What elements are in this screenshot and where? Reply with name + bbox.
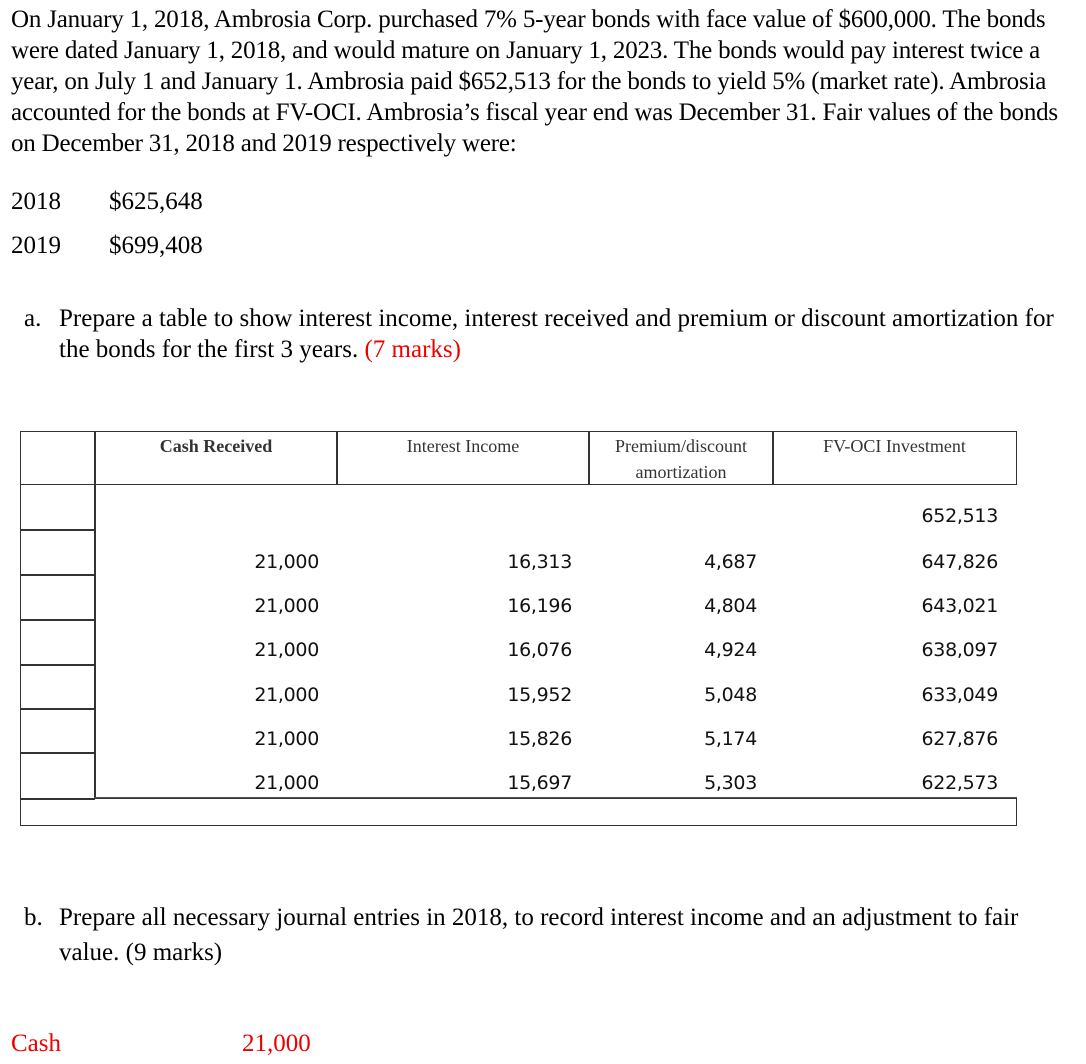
question-a-label: a.	[24, 305, 42, 332]
cell-investment: 627,876	[921, 728, 998, 750]
table-total-row	[20, 798, 1017, 826]
cell-cash: 21,000	[254, 551, 319, 573]
period-cell	[20, 529, 95, 576]
problem-statement: On January 1, 2018, Ambrosia Corp. purchased 7% 5-year bonds with face value of $600,000. The bonds were dated January 1, 2018, and would mature on January 1, 2023. The bonds would pay interest twice a year, on July 1 and January 1. Ambrosia paid $652,513 for the bonds to yield 5% (market rate). Ambrosia accounted for the bonds at FV-OCI. Ambrosia’s fiscal year end was December 31. Fair values of the bonds on December 31, 2018 and 2019 respectively were:	[11, 6, 1058, 157]
question-a-body: Prepare a table to show interest income, interest received and premium or discount amortization for the bonds for the first 3 years.	[59, 305, 1054, 363]
cell-income: 15,697	[507, 772, 572, 794]
period-cell	[20, 664, 95, 710]
question-a-marks: (7 marks)	[364, 336, 461, 363]
cell-amortization: 4,687	[704, 551, 757, 573]
cell-amortization: 4,924	[704, 639, 757, 661]
cell-income: 16,196	[507, 595, 572, 617]
header-blank-cell	[20, 431, 96, 485]
cell-income: 16,313	[507, 551, 572, 573]
cell-cash: 21,000	[254, 639, 319, 661]
period-cell	[20, 484, 95, 531]
opening-balance: 652,513	[921, 505, 998, 527]
cell-investment: 647,826	[921, 551, 998, 573]
cell-cash: 21,000	[254, 684, 319, 706]
cell-income: 15,952	[507, 684, 572, 706]
cell-investment: 633,049	[921, 684, 998, 706]
cell-investment: 622,573	[921, 772, 998, 794]
question-b-label: b.	[24, 904, 43, 931]
cell-income: 16,076	[507, 639, 572, 661]
fair-value-amount: $625,648	[109, 188, 203, 215]
cell-investment: 643,021	[921, 595, 998, 617]
cell-amortization: 5,048	[704, 684, 757, 706]
period-cell	[20, 574, 95, 621]
fair-value-year: 2019	[11, 232, 61, 259]
cell-amortization: 5,303	[704, 772, 757, 794]
period-cell	[20, 752, 95, 800]
question-a-text	[59, 303, 1079, 365]
header-premium-discount-amortization: Premium/discount amortization	[588, 431, 774, 485]
journal-amount: 21,000	[242, 1030, 311, 1057]
cell-investment: 638,097	[921, 639, 998, 661]
cell-cash: 21,000	[254, 728, 319, 750]
cell-amortization: 4,804	[704, 595, 757, 617]
header-cash-received: Cash Received	[94, 431, 338, 485]
journal-account: Cash	[11, 1030, 61, 1057]
cell-cash: 21,000	[254, 595, 319, 617]
cell-income: 15,826	[507, 728, 572, 750]
cell-amortization: 5,174	[704, 728, 757, 750]
fair-value-amount: $699,408	[109, 232, 203, 259]
period-cell	[20, 708, 95, 754]
period-cell	[20, 619, 95, 666]
header-fvoci-investment: FV-OCI Investment	[772, 431, 1017, 485]
fair-value-year: 2018	[11, 188, 61, 215]
question-b-text: Prepare all necessary journal entries in 2018, to record interest income and an adjustment to fair value. (9 marks)	[59, 904, 1019, 966]
header-interest-income: Interest Income	[336, 431, 590, 485]
cell-cash: 21,000	[254, 772, 319, 794]
